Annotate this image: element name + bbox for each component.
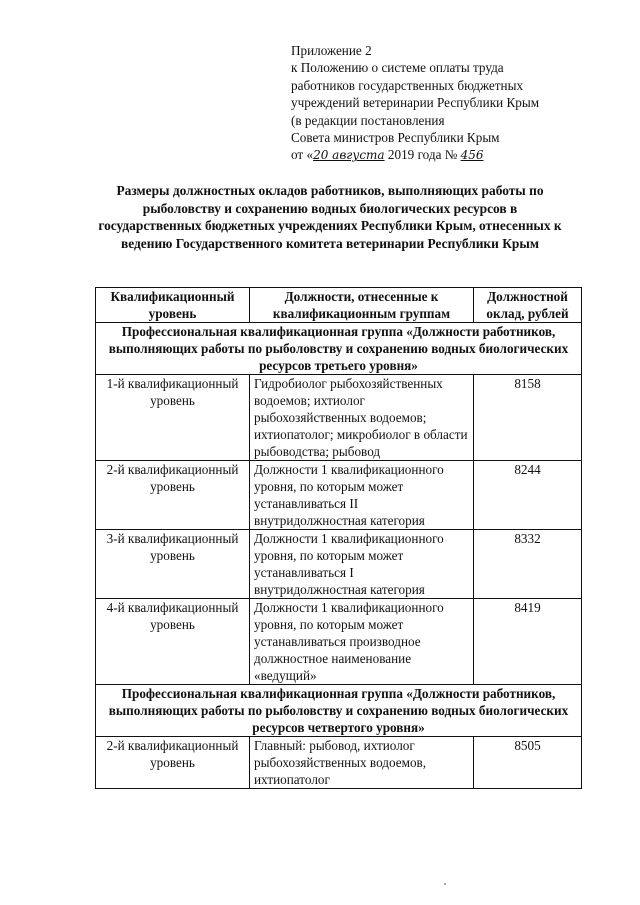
table-row	[96, 737, 582, 789]
level-cell: 3-й квалификационный уровень	[96, 530, 250, 599]
positions-cell: Гидробиолог рыбохозяйственных водоемов; ихтиолог рыбохозяйственных водоемов; ихтиопатолог; микробиолог в области рыбоводства; рыбовод	[250, 375, 474, 461]
handwritten-number: 456	[460, 148, 484, 163]
document-title: Размеры должностных окладов работников, выполняющих работы по рыболовству и сохранению водных биологических ресурсов в государственных бюджетных учреждениях Республики Крым, отнесенных к ведению Государственного комитета ветеринарии Республики Крым	[98, 183, 562, 251]
header-date-line	[291, 146, 539, 164]
positions-cell: Должности 1 квалификационного уровня, по которым может устанавливаться I внутридолжностная категория	[250, 530, 474, 599]
header-line: (в редакции постановления	[291, 112, 445, 128]
salary-cell: 8158	[474, 375, 582, 461]
positions-cell: Главный: рыбовод, ихтиолог рыбохозяйственных водоемов, ихтиопатолог	[250, 737, 474, 789]
group-title: Профессиональная квалификационная группа «Должности работников, выполняющих работы по рыболовству и сохранению водных биологических ресурсов четвертого уровня»	[96, 685, 582, 737]
level-cell: 4-й квалификационный уровень	[96, 599, 250, 685]
salary-cell: 8332	[474, 530, 582, 599]
header-line: к Положению о системе оплаты труда	[291, 60, 504, 76]
level-cell: 1-й квалификационный уровень	[96, 375, 250, 461]
salary-cell: 8244	[474, 461, 582, 530]
table-row	[96, 530, 582, 599]
header-line: работников государственных бюджетных	[291, 77, 524, 93]
appendix-header	[291, 42, 539, 165]
level-cell: 2-й квалификационный уровень	[96, 461, 250, 530]
table-row	[96, 461, 582, 530]
header-line: Совета министров Республики Крым	[291, 130, 500, 146]
scan-speck	[444, 883, 446, 885]
level-cell: 2-й квалификационный уровень	[96, 737, 250, 789]
salary-cell: 8505	[474, 737, 582, 789]
salary-table	[95, 287, 582, 789]
group-row	[96, 323, 582, 375]
table-header-row	[96, 288, 582, 323]
table-row	[96, 599, 582, 685]
header-level: Квалификационный уровень	[96, 288, 250, 323]
positions-cell: Должности 1 квалификационного уровня, по которым может устанавливаться производное должностное наименование «ведущий»	[250, 599, 474, 685]
date-prefix: от «	[291, 147, 314, 163]
date-year: 2019 года №	[387, 147, 458, 163]
header-positions: Должности, отнесенные к квалификационным группам	[250, 288, 474, 323]
group-title: Профессиональная квалификационная группа «Должности работников, выполняющих работы по рыболовству и сохранению водных биологических ресурсов третьего уровня»	[96, 323, 582, 375]
handwritten-date: 20 августа	[313, 148, 385, 163]
table-row	[96, 375, 582, 461]
header-line: Приложение 2	[291, 43, 372, 58]
header-line: учреждений ветеринарии Республики Крым	[291, 95, 540, 111]
positions-cell: Должности 1 квалификационного уровня, по которым может устанавливаться II внутридолжностная категория	[250, 461, 474, 530]
salary-cell: 8419	[474, 599, 582, 685]
header-salary: Должностной оклад, рублей	[474, 288, 582, 323]
group-row	[96, 685, 582, 737]
